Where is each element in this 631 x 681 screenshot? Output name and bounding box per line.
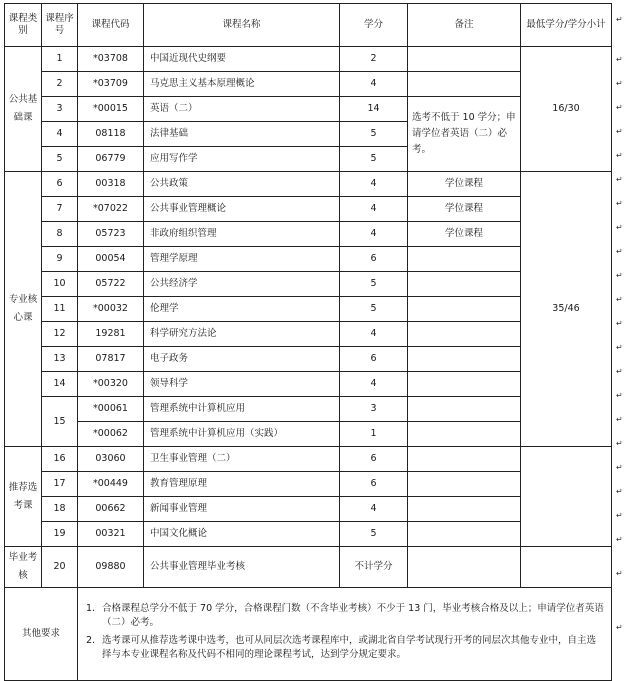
name-cell: 领导科学 <box>144 372 340 397</box>
paragraph-mark: ↵ <box>616 55 623 64</box>
code-cell: *00015 <box>78 97 144 122</box>
header-row <box>5 4 612 47</box>
code-cell: 09880 <box>78 547 144 588</box>
paragraph-mark: ↵ <box>616 223 623 232</box>
note-cell <box>408 272 521 297</box>
code-cell: *00449 <box>78 472 144 497</box>
note-cell <box>408 397 521 422</box>
code-cell: 00054 <box>78 247 144 272</box>
name-cell: 管理系统中计算机应用 <box>144 397 340 422</box>
code-cell: 08118 <box>78 122 144 147</box>
table-row <box>5 222 612 247</box>
name-cell: 公共政策 <box>144 172 340 197</box>
code-cell: *00061 <box>78 397 144 422</box>
seq-cell: 20 <box>42 547 78 588</box>
note-cell: 学位课程 <box>408 222 521 247</box>
table-row <box>5 547 612 588</box>
name-cell: 教育管理原理 <box>144 472 340 497</box>
credit-cell: 3 <box>340 397 408 422</box>
table-row <box>5 522 612 547</box>
credit-cell: 5 <box>340 272 408 297</box>
credit-cell: 4 <box>340 222 408 247</box>
note-cell <box>408 447 521 472</box>
paragraph-mark: ↵ <box>616 391 623 400</box>
seq-cell: 5 <box>42 147 78 172</box>
category-elective: 推荐选考课 <box>5 447 42 547</box>
name-cell: 中国近现代史纲要 <box>144 47 340 72</box>
paragraph-mark: ↵ <box>616 535 623 544</box>
seq-cell: 6 <box>42 172 78 197</box>
seq-cell: 13 <box>42 347 78 372</box>
name-cell: 管理学原理 <box>144 247 340 272</box>
seq-cell: 15 <box>42 397 78 447</box>
paragraph-mark: ↵ <box>616 295 623 304</box>
credit-cell: 4 <box>340 72 408 97</box>
seq-cell: 18 <box>42 497 78 522</box>
credit-cell: 2 <box>340 47 408 72</box>
other-requirements-content <box>78 588 612 681</box>
note-cell <box>408 472 521 497</box>
table-row <box>5 422 612 447</box>
name-cell: 公共经济学 <box>144 272 340 297</box>
credit-cell: 4 <box>340 372 408 397</box>
code-cell: 06779 <box>78 147 144 172</box>
code-cell: 19281 <box>78 322 144 347</box>
table-row <box>5 297 612 322</box>
name-cell: 卫生事业管理（二） <box>144 447 340 472</box>
code-cell: *03709 <box>78 72 144 97</box>
paragraph-mark: ↵ <box>616 623 623 632</box>
note-cell <box>408 497 521 522</box>
paragraph-mark: ↵ <box>616 271 623 280</box>
table-row <box>5 497 612 522</box>
paragraph-mark: ↵ <box>616 463 623 472</box>
name-cell: 管理系统中计算机应用（实践） <box>144 422 340 447</box>
table-row <box>5 397 612 422</box>
note-cell <box>408 47 521 72</box>
seq-cell: 11 <box>42 297 78 322</box>
code-cell: 00318 <box>78 172 144 197</box>
name-cell: 马克思主义基本原理概论 <box>144 72 340 97</box>
name-cell: 法律基础 <box>144 122 340 147</box>
table-row <box>5 47 612 72</box>
seq-cell: 8 <box>42 222 78 247</box>
credit-cell: 5 <box>340 522 408 547</box>
name-cell: 电子政务 <box>144 347 340 372</box>
name-cell: 中国文化概论 <box>144 522 340 547</box>
note-cell: 学位课程 <box>408 197 521 222</box>
name-cell: 公共事业管理概论 <box>144 197 340 222</box>
seq-cell: 14 <box>42 372 78 397</box>
note-cell <box>408 247 521 272</box>
table-row <box>5 72 612 97</box>
public-notes: 选考不低于 10 学分；申请学位者英语（二）必考。 <box>408 97 521 172</box>
requirement-item <box>86 602 605 630</box>
credit-cell: 4 <box>340 322 408 347</box>
credit-cell: 14 <box>340 97 408 122</box>
min-credit-public: 16/30 <box>521 47 612 172</box>
seq-cell: 2 <box>42 72 78 97</box>
table-row <box>5 172 612 197</box>
paragraph-mark: ↵ <box>616 415 623 424</box>
seq-cell: 10 <box>42 272 78 297</box>
name-cell: 科学研究方法论 <box>144 322 340 347</box>
header-credit: 学分 <box>340 4 408 47</box>
min-credit-elective <box>521 447 612 547</box>
code-cell: *00320 <box>78 372 144 397</box>
note-cell <box>408 422 521 447</box>
table-row <box>5 97 612 122</box>
table-row <box>5 347 612 372</box>
note-cell <box>408 72 521 97</box>
credit-cell: 6 <box>340 472 408 497</box>
note-cell <box>408 522 521 547</box>
min-credit-core: 35/46 <box>521 172 612 447</box>
paragraph-mark: ↵ <box>616 247 623 256</box>
seq-cell: 19 <box>42 522 78 547</box>
paragraph-mark: ↵ <box>616 175 623 184</box>
credit-cell: 5 <box>340 122 408 147</box>
seq-cell: 1 <box>42 47 78 72</box>
paragraph-mark: ↵ <box>616 79 623 88</box>
paragraph-mark: ↵ <box>616 569 623 578</box>
name-cell: 英语（二） <box>144 97 340 122</box>
credit-cell: 1 <box>340 422 408 447</box>
paragraph-mark: ↵ <box>616 439 623 448</box>
credit-cell: 4 <box>340 497 408 522</box>
header-category: 课程类别 <box>5 4 42 47</box>
note-cell <box>408 347 521 372</box>
category-core: 专业核心课 <box>5 172 42 447</box>
paragraph-mark: ↵ <box>616 15 623 24</box>
table-row <box>5 472 612 497</box>
category-public: 公共基础课 <box>5 47 42 172</box>
seq-cell: 7 <box>42 197 78 222</box>
other-requirements-label: 其他要求 <box>5 588 78 681</box>
header-name: 课程名称 <box>144 4 340 47</box>
category-grad: 毕业考核 <box>5 547 42 588</box>
table-row <box>5 247 612 272</box>
header-min: 最低学分/学分小计 <box>521 4 612 47</box>
credit-cell: 4 <box>340 197 408 222</box>
paragraph-mark: ↵ <box>616 151 623 160</box>
note-cell: 学位课程 <box>408 172 521 197</box>
credit-cell: 4 <box>340 172 408 197</box>
note-cell <box>408 547 521 588</box>
header-seq: 课程序号 <box>42 4 78 47</box>
requirement-item <box>86 634 605 662</box>
code-cell: *03708 <box>78 47 144 72</box>
note-cell <box>408 297 521 322</box>
name-cell: 应用写作学 <box>144 147 340 172</box>
name-cell: 新闻事业管理 <box>144 497 340 522</box>
code-cell: 07817 <box>78 347 144 372</box>
table-row <box>5 372 612 397</box>
seq-cell: 17 <box>42 472 78 497</box>
code-cell: 05722 <box>78 272 144 297</box>
requirement-text: 合格课程总学分不低于 70 学分，合格课程门数（不含毕业考核）不少于 13 门，毕业考核合格及以上；申请学位者英语（二）必考。 <box>102 603 604 628</box>
paragraph-mark: ↵ <box>616 343 623 352</box>
code-cell: *00032 <box>78 297 144 322</box>
curriculum-table <box>4 3 612 681</box>
credit-cell: 不计学分 <box>340 547 408 588</box>
name-cell: 伦理学 <box>144 297 340 322</box>
min-credit-grad <box>521 547 612 588</box>
code-cell: 00321 <box>78 522 144 547</box>
table-row <box>5 322 612 347</box>
code-cell: *00062 <box>78 422 144 447</box>
requirement-number: 2. <box>86 635 96 646</box>
paragraph-mark: ↵ <box>616 103 623 112</box>
paragraph-mark: ↵ <box>616 511 623 520</box>
note-cell <box>408 372 521 397</box>
credit-cell: 5 <box>340 297 408 322</box>
paragraph-mark: ↵ <box>616 199 623 208</box>
credit-cell: 6 <box>340 347 408 372</box>
other-requirements-row <box>5 588 612 681</box>
credit-cell: 6 <box>340 447 408 472</box>
seq-cell: 12 <box>42 322 78 347</box>
requirement-number: 1. <box>86 603 96 614</box>
paragraph-mark: ↵ <box>616 127 623 136</box>
code-cell: 05723 <box>78 222 144 247</box>
name-cell: 公共事业管理毕业考核 <box>144 547 340 588</box>
code-cell: *07022 <box>78 197 144 222</box>
header-note: 备注 <box>408 4 521 47</box>
paragraph-mark: ↵ <box>616 487 623 496</box>
code-cell: 00662 <box>78 497 144 522</box>
seq-cell: 4 <box>42 122 78 147</box>
credit-cell: 6 <box>340 247 408 272</box>
paragraph-mark: ↵ <box>616 319 623 328</box>
code-cell: 03060 <box>78 447 144 472</box>
credit-cell: 5 <box>340 147 408 172</box>
table-row <box>5 447 612 472</box>
table-row <box>5 272 612 297</box>
table-row <box>5 197 612 222</box>
seq-cell: 3 <box>42 97 78 122</box>
row-end-marks <box>614 3 628 679</box>
paragraph-mark: ↵ <box>616 367 623 376</box>
header-code: 课程代码 <box>78 4 144 47</box>
note-cell <box>408 322 521 347</box>
requirement-text: 选考课可从推荐选考课中选考，也可从同层次选考课程库中，或湖北省自学考试现行开考的同层次其他专业中，自主选择与本专业课程名称及代码不相同的理论课程考试，达到学分规定要求。 <box>102 635 597 660</box>
name-cell: 非政府组织管理 <box>144 222 340 247</box>
seq-cell: 16 <box>42 447 78 472</box>
seq-cell: 9 <box>42 247 78 272</box>
